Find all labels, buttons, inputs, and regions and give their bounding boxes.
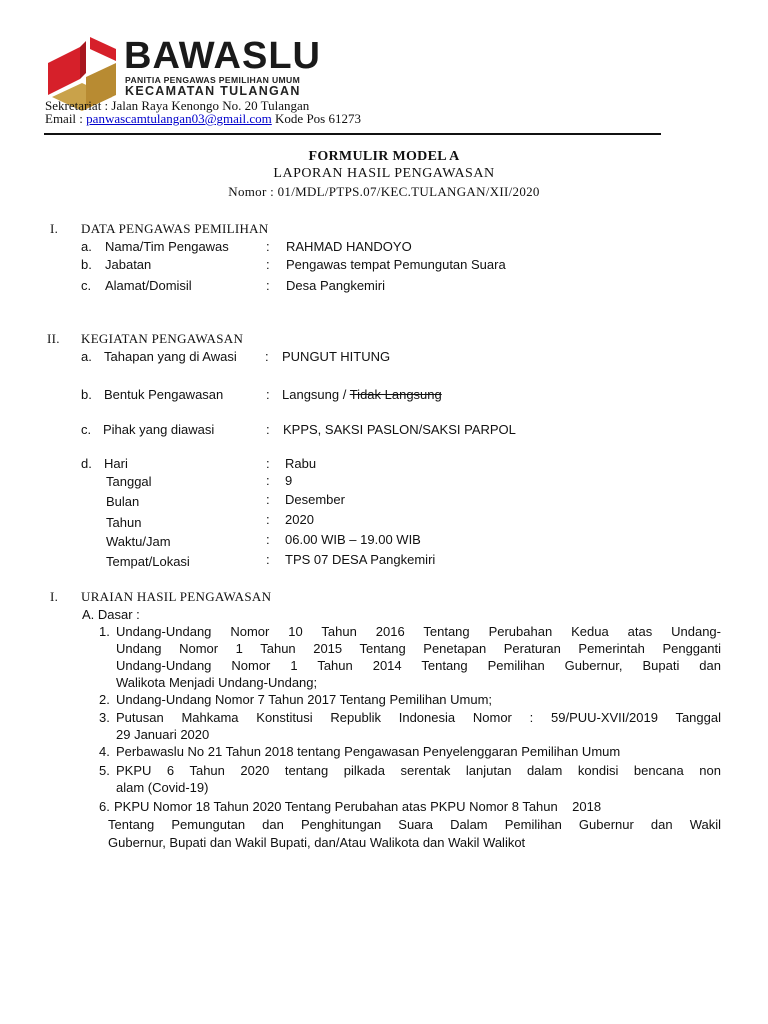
section2-heading: KEGIATAN PENGAWASAN (81, 331, 244, 346)
monitoring-type-indirect-struck: Tidak Langsung (349, 387, 442, 402)
s1-row-a-label: Nama/Tim Pengawas (105, 239, 229, 254)
law-item-1-line-1: Undang-Undang Nomor 10 Tahun 2016 Tentang Perubahan Kedua atas Undang- (116, 624, 721, 639)
postal-code: Kode Pos 61273 (271, 111, 361, 126)
s2-row-d-letter: d. (81, 456, 92, 471)
law-item-6-line-2: Tentang Pemungutan dan Penghitungan Suara Dalam Pemilihan Gubernur dan Wakil (108, 817, 721, 832)
org-district: KECAMATAN TULANGAN (125, 84, 301, 98)
section2-numeral: II. (47, 331, 60, 346)
s2-d-tanggal-label: Tanggal (106, 474, 152, 489)
s2-d-tahun-value: 2020 (285, 512, 314, 527)
law-item-1-line-4: Walikota Menjadi Undang-Undang; (116, 675, 318, 690)
s1-row-c-colon: : (266, 278, 270, 293)
s2-d-bulan-colon: : (266, 492, 270, 507)
law-item-1-line-3: Undang-Undang Nomor 1 Tahun 2014 Tentang Pemilihan Gubernur, Bupati dan (116, 658, 721, 673)
law-item-6-line-1: PKPU Nomor 18 Tahun 2020 Tentang Perubahan atas PKPU Nomor 8 Tahun 2018 (114, 799, 602, 814)
form-number: Nomor : 01/MDL/PTPS.07/KEC.TULANGAN/XII/2020 (228, 184, 540, 199)
s2-d-hari-colon: : (266, 456, 270, 471)
s1-row-c-value: Desa Pangkemiri (286, 278, 385, 293)
law-item-6-line-3: Gubernur, Bupati dan Wakil Bupati, dan/Atau Walikota dan Wakil Walikot (108, 835, 526, 850)
s2-d-tanggal-value: 9 (285, 473, 293, 488)
law-item-3-line-1: Putusan Mahkama Konstitusi Republik Indonesia Nomor : 59/PUU-XVII/2019 Tanggal (116, 710, 721, 725)
s2-row-b-letter: b. (81, 387, 92, 402)
law-item-5-line-2: alam (Covid-19) (116, 780, 209, 795)
law-item-3-line-2: 29 Januari 2020 (116, 727, 210, 742)
section3-sub-heading: A. Dasar : (82, 607, 140, 622)
s2-row-c-label: Pihak yang diawasi (103, 422, 215, 437)
s1-row-b-value: Pengawas tempat Pemungutan Suara (286, 257, 506, 272)
s2-d-bulan-value: Desember (285, 492, 345, 507)
s2-d-tempat-colon: : (266, 552, 270, 567)
form-subtitle: LAPORAN HASIL PENGAWASAN (273, 166, 495, 181)
org-name: BAWASLU (124, 35, 321, 77)
s1-row-b-label: Jabatan (105, 257, 152, 272)
s2-d-tempat-value: TPS 07 DESA Pangkemiri (285, 552, 436, 567)
s2-d-waktu-label: Waktu/Jam (106, 534, 171, 549)
s2-d-waktu-colon: : (266, 532, 270, 547)
s2-row-c-colon: : (266, 422, 270, 437)
law-item-5-num: 5. (99, 763, 110, 778)
secretariat-address: Sekretariat : Jalan Raya Kenongo No. 20 Tulangan (45, 98, 310, 113)
s2-row-a-value: PUNGUT HITUNG (282, 349, 391, 364)
email-line (45, 111, 361, 127)
law-item-4-line-1: Perbawaslu No 21 Tahun 2018 tentang Pengawasan Penyelenggaran Pemilihan Umum (116, 744, 621, 759)
s2-row-a-label: Tahapan yang di Awasi (104, 349, 237, 364)
s2-row-a-colon: : (265, 349, 269, 364)
header-divider (44, 133, 661, 135)
section1-heading: DATA PENGAWAS PEMILIHAN (81, 221, 269, 236)
email-link[interactable]: panwascamtulangan03@gmail.com (86, 111, 272, 126)
law-item-5-line-1: PKPU 6 Tahun 2020 tentang pilkada serentak lanjutan dalam kondisi bencana non (116, 763, 721, 778)
s1-row-c-label: Alamat/Domisil (105, 278, 192, 293)
s2-row-c-value: KPPS, SAKSI PASLON/SAKSI PARPOL (283, 422, 516, 437)
s2-d-tempat-label: Tempat/Lokasi (106, 554, 190, 569)
s2-d-hari-value: Rabu (285, 456, 317, 471)
law-item-2-line-1: Undang-Undang Nomor 7 Tahun 2017 Tentang Pemilihan Umum; (116, 692, 493, 707)
monitoring-type-direct: Langsung / (282, 387, 350, 402)
form-title: FORMULIR MODEL A (308, 149, 460, 164)
law-item-6-num: 6. (99, 799, 110, 814)
s2-d-hari-label: Hari (104, 456, 128, 471)
law-item-2-num: 2. (99, 692, 110, 707)
law-item-1-line-2: Undang Nomor 1 Tahun 2015 Tentang Penetapan Peraturan Pemerintah Pengganti (116, 641, 721, 656)
law-item-4-num: 4. (99, 744, 110, 759)
section3-numeral: I. (50, 589, 59, 604)
s2-row-b-value (282, 387, 442, 402)
s1-row-a-value: RAHMAD HANDOYO (286, 239, 412, 254)
s2-d-tanggal-colon: : (266, 473, 270, 488)
law-item-1-num: 1. (99, 624, 110, 639)
org-subtitle: PANITIA PENGAWAS PEMILIHAN UMUM (125, 75, 301, 85)
s1-row-b-letter: b. (81, 257, 92, 272)
s2-row-c-letter: c. (81, 422, 92, 437)
s2-row-b-colon: : (266, 387, 270, 402)
s1-row-a-letter: a. (81, 239, 92, 254)
s2-row-b-label: Bentuk Pengawasan (104, 387, 224, 402)
email-label: Email : (45, 111, 87, 126)
section3-heading: URAIAN HASIL PENGAWASAN (81, 589, 272, 604)
s1-row-b-colon: : (266, 257, 270, 272)
s2-d-bulan-label: Bulan (106, 494, 140, 509)
s2-row-a-letter: a. (81, 349, 92, 364)
law-item-3-num: 3. (99, 710, 110, 725)
s2-d-tahun-label: Tahun (106, 515, 142, 530)
s1-row-a-colon: : (266, 239, 270, 254)
s2-d-tahun-colon: : (266, 512, 270, 527)
s1-row-c-letter: c. (81, 278, 92, 293)
s2-d-waktu-value: 06.00 WIB – 19.00 WIB (285, 532, 421, 547)
section1-numeral: I. (50, 221, 59, 236)
